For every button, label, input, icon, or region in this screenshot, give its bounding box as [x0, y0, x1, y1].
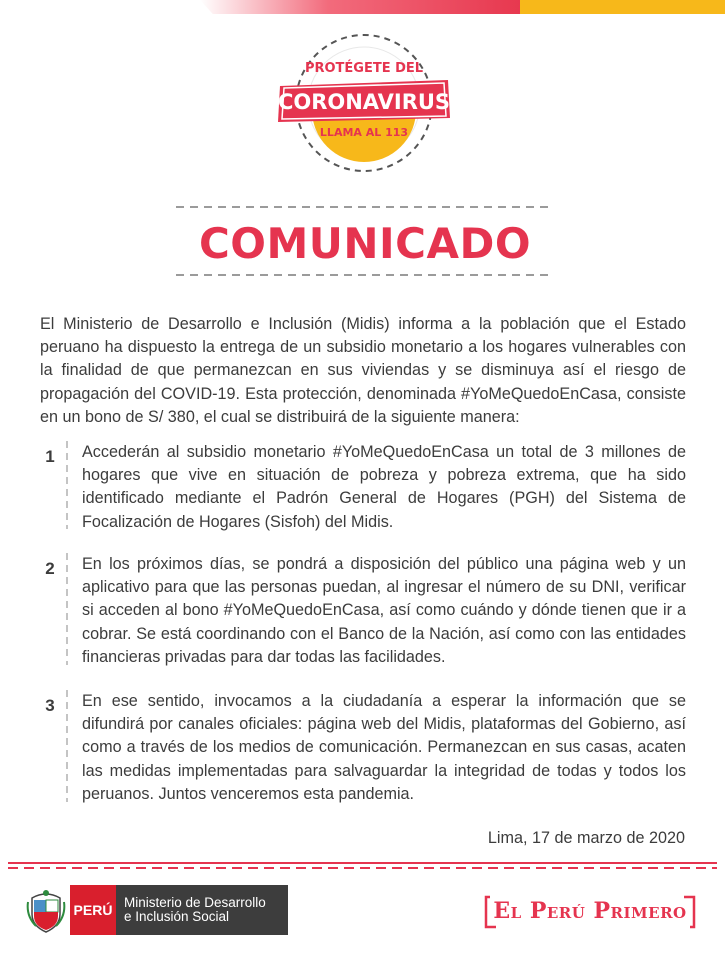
- ministry-name: [116, 896, 288, 924]
- title-block: [176, 206, 554, 278]
- item-text: En ese sentido, invocamos a la ciudadanía a esperar la información que se difundirá por canales oficiales: página web del Midis, plataformas del Gobierno, así como a través de los medios de comunicación. Permanezcan en sus casas, acaten las medidas implementadas para salvaguardar la integridad de todas y todos los peruanos. Juntos venceremos esta pandemia.: [82, 692, 686, 803]
- badge-line3: LLAMA AL 113: [319, 126, 409, 139]
- top-color-bar: [0, 0, 725, 14]
- ministry-logo: [70, 885, 288, 935]
- item-number: 2: [45, 559, 55, 578]
- item-divider: [66, 441, 68, 529]
- intro-paragraph: El Ministerio de Desarrollo e Inclusión (Midis) informa a la población que el Estado peruano ha dispuesto la entrega de un subsidio monetario a los hogares vulnerables con la finalidad de que permanezcan en sus viviendas y se disminuya así el riesgo de propagación del COVID-19. Esta protección, denominada #YoMeQuedoEnCasa, consiste en un bono de S/ 380, el cual se distribuirá de la siguiente manera:: [40, 315, 686, 426]
- title-dash-bottom: [176, 274, 554, 276]
- coronavirus-badge: [272, 28, 456, 178]
- peru-label: PERÚ: [70, 885, 116, 935]
- item-divider: [66, 690, 68, 802]
- date-line: Lima, 17 de marzo de 2020: [487, 829, 685, 847]
- item-number: 1: [45, 447, 55, 466]
- list-item: [40, 441, 686, 529]
- item-number: 3: [45, 696, 55, 715]
- slogan-text: El Perú Primero: [493, 898, 687, 924]
- ministry-name-line2: e Inclusión Social: [124, 909, 230, 924]
- list-item: [40, 553, 686, 665]
- slogan-logo: [482, 893, 698, 931]
- item-text: Accederán al subsidio monetario #YoMeQuedoEnCasa un total de 3 millones de hogares que vive en situación de pobreza y pobreza extrema, que ha sido identificado mediante el Padrón General de Hogares (PGH) del Sistema de Focalización de Hogares (Sisfoh) del Midis.: [82, 443, 686, 531]
- ministry-name-line1: Ministerio de Desarrollo: [124, 895, 266, 910]
- badge-line2: CORONAVIRUS: [277, 90, 451, 114]
- item-divider: [66, 553, 68, 665]
- footer-divider: [0, 862, 725, 870]
- page-title: COMUNICADO: [198, 219, 532, 268]
- list-item: [40, 690, 686, 802]
- peru-coat-of-arms-icon: [26, 888, 66, 934]
- item-text: En los próximos días, se pondrá a disposición del público una página web y un aplicativo para que las personas puedan, al ingresar el número de su DNI, verificar si acceden al bono #YoMeQuedoEnCasa, así como cuándo y dónde tienen que ir a cobrar. Se está coordinando con el Banco de la Nación, así como con las entidades financieras privadas para dar todas las facilidades.: [82, 555, 686, 666]
- badge-line1: PROTÉGETE DEL: [304, 61, 424, 76]
- title-dash-top: [176, 206, 554, 208]
